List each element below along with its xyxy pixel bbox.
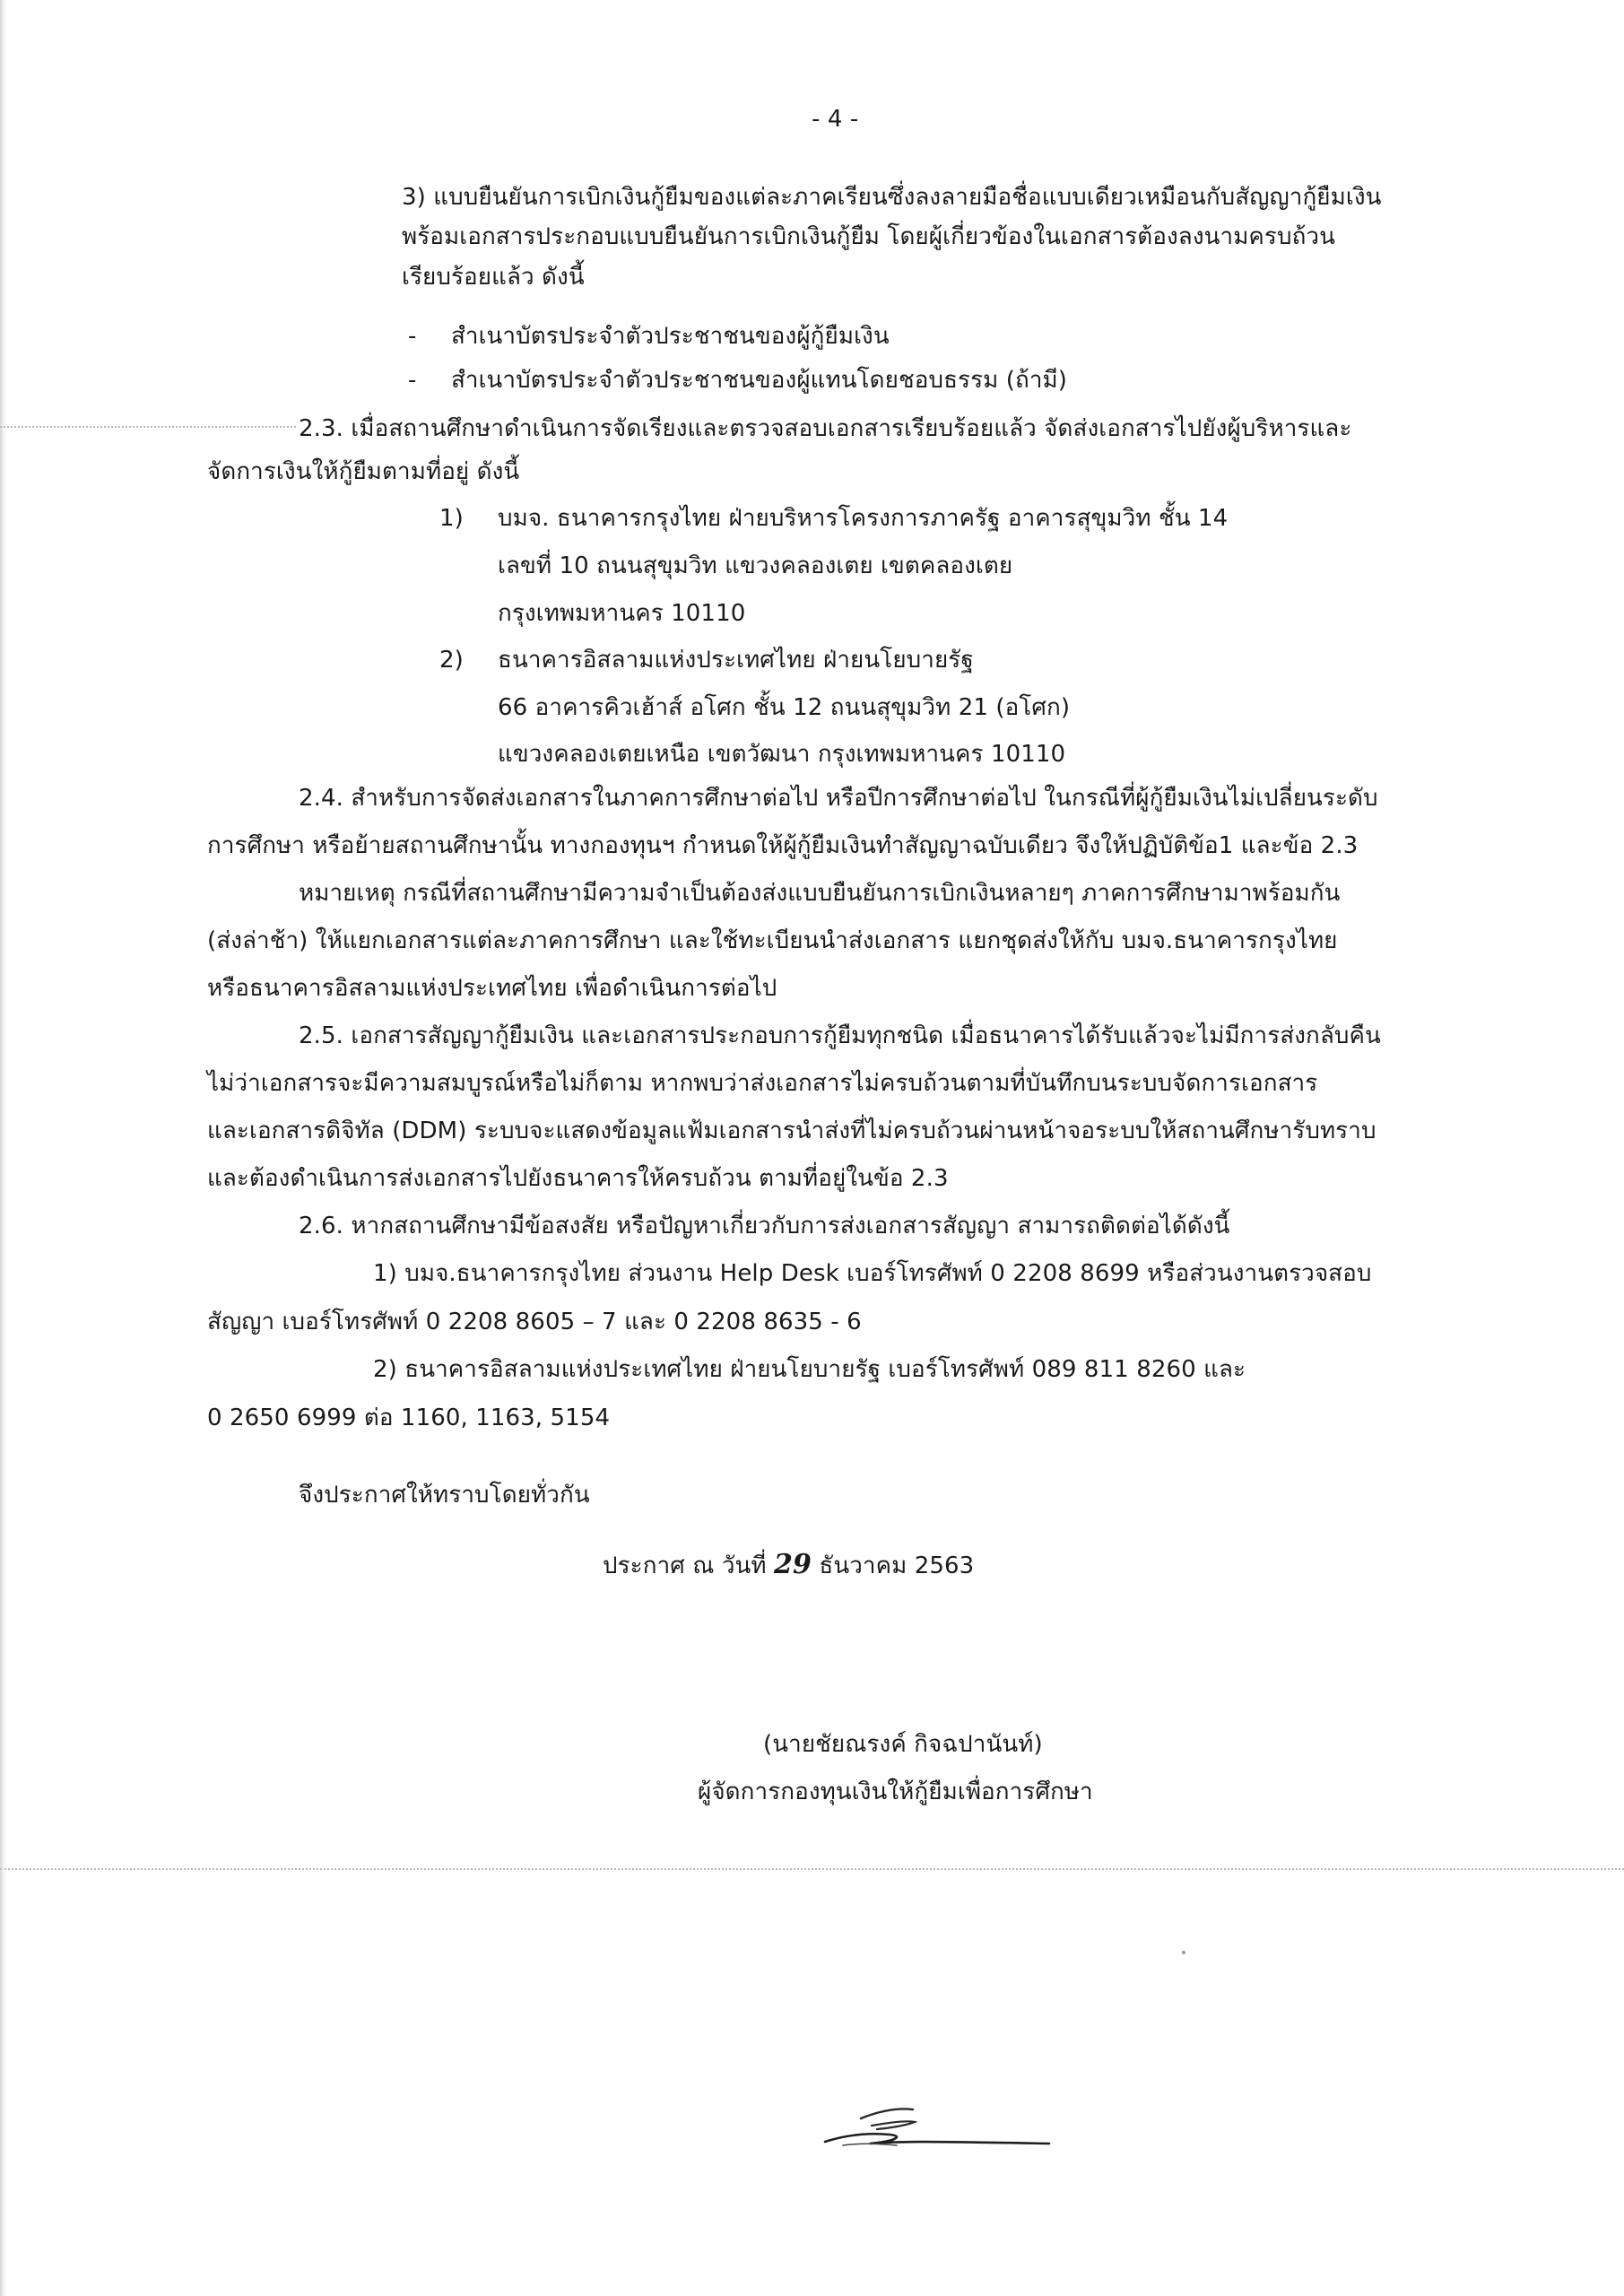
section-2-5-line1: 2.5. เอกสารสัญญากู้ยืมเงิน และเอกสารประกอบการกู้ยืมทุกชนิด เมื่อธนาคารได้รับแล้วจะไม่มีการส่งกลับคืน	[299, 1022, 1381, 1049]
section-2-3-line1: 2.3. เมื่อสถานศึกษาดำเนินการจัดเรียงและตรวจสอบเอกสารเรียบร้อยแล้ว จัดส่งเอกสารไปยังผู้บริหารและ	[299, 415, 1352, 442]
note-line2: (ส่งล่าช้า) ให้แยกเอกสารแต่ละภาคการศึกษา และใช้ทะเบียนนำส่งเอกสาร แยกชุดส่งให้กับ บมจ.ธนาคารกรุงไทย	[207, 927, 1338, 954]
address-2-line2: 66 อาคารคิวเฮ้าส์ อโศก ชั้น 12 ถนนสุขุมวิท 21 (อโศก)	[498, 694, 1071, 721]
signer-title: ผู้จัดการกองทุนเงินให้กู้ยืมเพื่อการศึกษา	[698, 1779, 1093, 1805]
bullet-dash: -	[408, 367, 417, 394]
scan-dotted-line-bottom	[0, 1868, 1624, 1870]
signature-scribble	[807, 2099, 1058, 2161]
section-2-3-line2: จัดการเงินให้กู้ยืมตามที่อยู่ ดังนี้	[207, 458, 520, 485]
announce-prefix: ประกาศ ณ วันที่	[603, 1552, 767, 1579]
bullet-dash: -	[408, 323, 417, 350]
item3-line3: เรียบร้อยแล้ว ดังนี้	[402, 264, 585, 291]
contact-2-line1: 2) ธนาคารอิสลามแห่งประเทศไทย ฝ่ายนโยบายรัฐ เบอร์โทรศัพท์ 089 811 8260 และ	[373, 1356, 1246, 1383]
section-2-4-line1: 2.4. สำหรับการจัดส่งเอกสารในภาคการศึกษาต่อไป หรือปีการศึกษาต่อไป ในกรณีที่ผู้กู้ยืมเงินไม่เปลี่ยนระดับ	[299, 785, 1378, 812]
address-1-number: 1)	[439, 505, 464, 532]
signer-name: (นายชัยณรงค์ กิจฉปานันท์)	[763, 1731, 1043, 1758]
address-2-number: 2)	[439, 647, 464, 674]
announce-day-handwritten: 29	[774, 1549, 812, 1580]
item3-line1: 3) แบบยืนยันการเบิกเงินกู้ยืมของแต่ละภาคเรียนซึ่งลงลายมือชื่อแบบเดียวเหมือนกับสัญญากู้ยืมเงิน	[402, 184, 1382, 211]
section-2-5-line3: และเอกสารดิจิทัล (DDM) ระบบจะแสดงข้อมูลแฟ้มเอกสารนำส่งที่ไม่ครบถ้วนผ่านหน้าจอระบบให้สถานศึกษารับทราบ	[207, 1118, 1376, 1144]
address-2-line1: ธนาคารอิสลามแห่งประเทศไทย ฝ่ายนโยบายรัฐ	[498, 647, 974, 674]
address-1-line2: เลขที่ 10 ถนนสุขุมวิท แขวงคลองเตย เขตคลองเตย	[498, 552, 1013, 579]
address-1-line1: บมจ. ธนาคารกรุงไทย ฝ่ายบริหารโครงการภาครัฐ อาคารสุขุมวิท ชั้น 14	[498, 505, 1229, 532]
address-2-line3: แขวงคลองเตยเหนือ เขตวัฒนา กรุงเทพมหานคร 10110	[498, 741, 1066, 768]
section-2-6-line1: 2.6. หากสถานศึกษามีข้อสงสัย หรือปัญหาเกี่ยวกับการส่งเอกสารสัญญา สามารถติดต่อได้ดังนี้	[299, 1213, 1230, 1239]
section-2-4-line2: การศึกษา หรือย้ายสถานศึกษานั้น ทางกองทุนฯ กำหนดให้ผู้กู้ยืมเงินทำสัญญาฉบับเดียว จึงให้ปฏิบัติข้อ1 และข้อ 2.3	[207, 832, 1359, 859]
page-number: - 4 -	[812, 106, 859, 133]
contact-1-line1: 1) บมจ.ธนาคารกรุงไทย ส่วนงาน Help Desk เบอร์โทรศัพท์ 0 2208 8699 หรือส่วนงานตรวจสอบ	[373, 1260, 1372, 1287]
scan-edge-shadow	[0, 0, 7, 2296]
note-line3: หรือธนาคารอิสลามแห่งประเทศไทย เพื่อดำเนินการต่อไป	[207, 975, 777, 1002]
announce-suffix: ธันวาคม 2563	[819, 1552, 975, 1579]
section-2-5-line2: ไม่ว่าเอกสารจะมีความสมบูรณ์หรือไม่ก็ตาม หากพบว่าส่งเอกสารไม่ครบถ้วนตามที่บันทึกบนระบบจัดการเอกสาร	[207, 1070, 1318, 1097]
contact-2-line2: 0 2650 6999 ต่อ 1160, 1163, 5154	[207, 1405, 611, 1431]
bullet-item-2: สำเนาบัตรประจำตัวประชาชนของผู้แทนโดยชอบธรรม (ถ้ามี)	[451, 367, 1068, 394]
section-2-5-line4: และต้องดำเนินการส่งเอกสารไปยังธนาคารให้ครบถ้วน ตามที่อยู่ในข้อ 2.3	[207, 1165, 949, 1192]
contact-1-line2: สัญญา เบอร์โทรศัพท์ 0 2208 8605 – 7 และ 0 2208 8635 - 6	[207, 1309, 862, 1335]
closing-statement: จึงประกาศให้ทราบโดยทั่วกัน	[299, 1482, 590, 1509]
address-1-line3: กรุงเทพมหานคร 10110	[498, 600, 746, 627]
bullet-item-1: สำเนาบัตรประจำตัวประชาชนของผู้กู้ยืมเงิน	[451, 323, 890, 350]
scan-dotted-line	[0, 426, 296, 428]
item3-line2: พร้อมเอกสารประกอบแบบยืนยันการเบิกเงินกู้ยืม โดยผู้เกี่ยวข้องในเอกสารต้องลงนามครบถ้วน	[402, 223, 1336, 250]
note-line1: หมายเหตุ กรณีที่สถานศึกษามีความจำเป็นต้องส่งแบบยืนยันการเบิกเงินหลายๆ ภาคการศึกษามาพร้อมกัน	[299, 880, 1341, 907]
signature	[807, 2099, 1058, 2161]
announce-date	[603, 1549, 974, 1582]
scan-speck	[1182, 1951, 1185, 1954]
